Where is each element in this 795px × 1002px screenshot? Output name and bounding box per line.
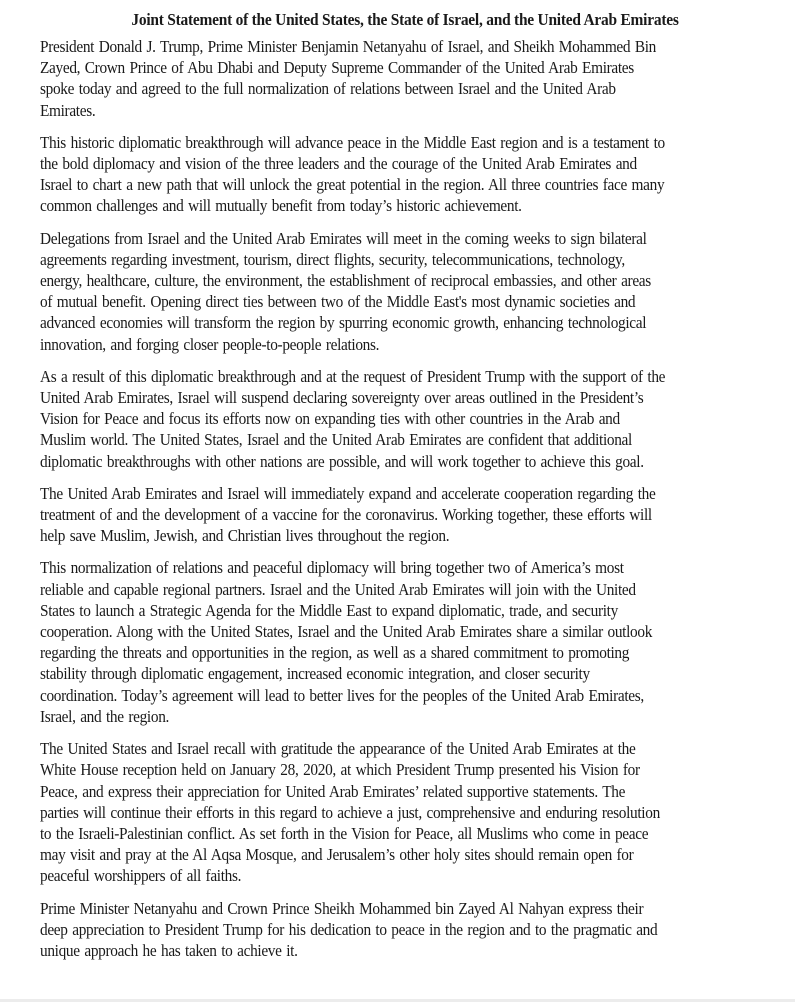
text-line: parties will continue their efforts in this regard to achieve a just, comprehensive and enduring resolution — [40, 802, 660, 822]
document-body — [40, 9, 770, 972]
text-line: stability through diplomatic engagement, increased economic integration, and closer security — [40, 664, 590, 684]
text-line: White House reception held on January 28, 2020, at which President Trump presented his Vision for — [40, 760, 640, 780]
text-line: unique approach he has taken to achieve it. — [40, 940, 298, 960]
text-line: regarding the threats and opportunities in the region, as well as a shared commitment to promoting — [40, 643, 630, 663]
text-line: President Donald J. Trump, Prime Minister Benjamin Netanyahu of Israel, and Sheikh Mohammed Bin — [40, 37, 657, 56]
paragraph-3 — [40, 228, 779, 355]
text-line: As a result of this diplomatic breakthrough and at the request of President Trump with the support of the — [40, 366, 666, 386]
text-line: cooperation. Along with the United States, Israel and the United Arab Emirates share a similar outlook — [40, 622, 653, 642]
text-line: Prime Minister Netanyahu and Crown Prince Sheikh Mohammed bin Zayed Al Nahyan express their — [40, 898, 644, 918]
text-line: The United States and Israel recall with gratitude the appearance of the United Arab Emirates at the — [40, 739, 636, 759]
text-line: Peace, and express their appreciation for United Arab Emirates’ related supportive statements. The — [40, 781, 626, 801]
text-line: advanced economies will transform the region by spurring economic growth, enhancing technological — [40, 313, 647, 333]
text-line: diplomatic breakthroughs with other nations are possible, and will work together to achieve this goal. — [40, 451, 644, 471]
text-line: This historic diplomatic breakthrough will advance peace in the Middle East region and is a testament to — [40, 132, 665, 152]
text-line: The United Arab Emirates and Israel will immediately expand and accelerate cooperation regarding the — [40, 483, 656, 503]
text-line: treatment of and the development of a vaccine for the coronavirus. Working together, these efforts will — [40, 505, 652, 525]
text-line: of mutual benefit. Opening direct ties between two of the Middle East's most dynamic societies and — [40, 292, 636, 312]
text-line: United Arab Emirates, Israel will suspend declaring sovereignty over areas outlined in the President’s — [40, 388, 644, 408]
paragraph-2 — [40, 132, 779, 217]
paragraph-4 — [40, 366, 779, 472]
paragraph-7 — [40, 738, 779, 886]
text-line: Emirates. — [40, 100, 96, 120]
text-line: to the Israeli-Palestinian conflict. As set forth in the Vision for Peace, all Muslims who come in peace — [40, 823, 649, 843]
text-line: common challenges and will mutually benefit from today’s historic achievement. — [40, 196, 522, 216]
text-line: may visit and pray at the Al Aqsa Mosque, and Jerusalem’s other holy sites should remain open for — [40, 845, 634, 865]
paragraph-1 — [40, 36, 779, 121]
text-line: agreements regarding investment, tourism, direct flights, security, telecommunications, technology, — [40, 249, 625, 269]
text-line: Zayed, Crown Prince of Abu Dhabi and Deputy Supreme Commander of the United Arab Emirates — [40, 58, 634, 78]
paragraph-5 — [40, 483, 779, 547]
text-line: deep appreciation to President Trump for his dedication to peace in the region and to the pragmatic and — [40, 919, 658, 939]
text-line: States to launch a Strategic Agenda for the Middle East to expand diplomatic, trade, and security — [40, 600, 618, 620]
text-line: Vision for Peace and focus its efforts now on expanding ties with other countries in the Arab and — [40, 409, 620, 429]
text-line: reliable and capable regional partners. Israel and the United Arab Emirates will join with the United — [40, 579, 636, 599]
text-line: energy, healthcare, culture, the environment, the establishment of reciprocal embassies, and other areas — [40, 271, 651, 291]
text-line: coordination. Today’s agreement will lead to better lives for the peoples of the United Arab Emirates, — [40, 685, 644, 705]
text-line: peaceful worshippers of all faiths. — [40, 866, 242, 886]
text-line: innovation, and forging closer people-to-people relations. — [40, 334, 380, 354]
text-line: help save Muslim, Jewish, and Christian lives throughout the region. — [40, 526, 450, 546]
text-line: Israel, and the region. — [40, 706, 170, 726]
document-title: Joint Statement of the United States, the State of Israel, and the United Arab Emirates — [131, 10, 679, 29]
text-line: This normalization of relations and peaceful diplomacy will bring together two of America’s most — [40, 558, 624, 578]
text-line: the bold diplomacy and vision of the three leaders and the courage of the United Arab Emirates and — [40, 154, 637, 174]
paragraph-6 — [40, 557, 779, 727]
paragraph-8 — [40, 898, 779, 962]
text-line: Muslim world. The United States, Israel and the United Arab Emirates are confident that additional — [40, 430, 632, 450]
text-line: spoke today and agreed to the full normalization of relations between Israel and the United Arab — [40, 79, 616, 99]
text-line: Delegations from Israel and the United Arab Emirates will meet in the coming weeks to sign bilateral — [40, 228, 647, 248]
text-line: Israel to chart a new path that will unlock the great potential in the region. All three countries face many — [40, 175, 665, 195]
